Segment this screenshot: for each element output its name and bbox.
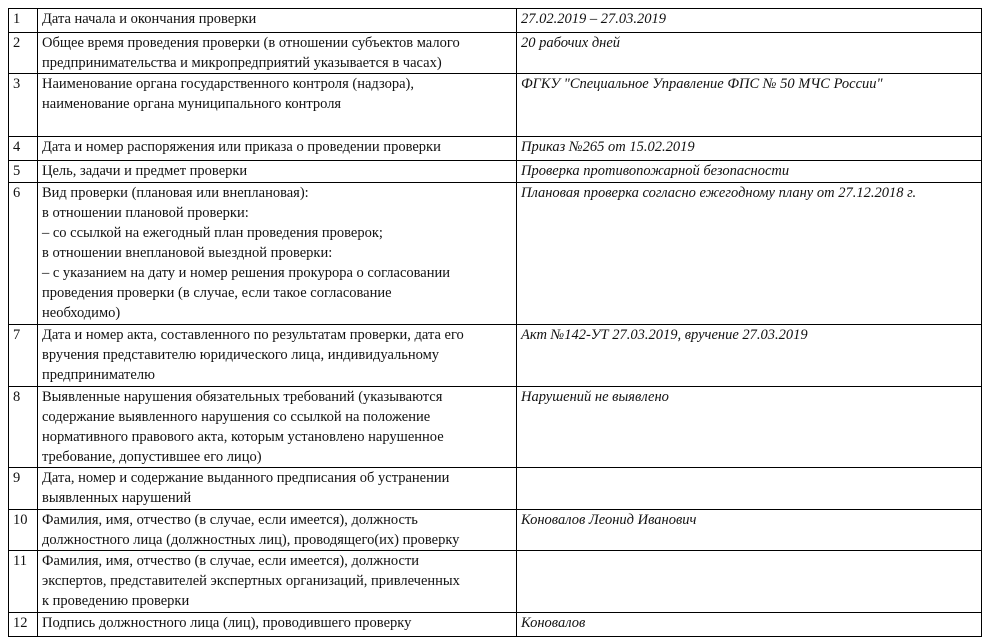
table-row: [9, 137, 982, 161]
row-answer: Коновалов Леонид Иванович: [517, 510, 982, 551]
table-row: [9, 9, 982, 33]
row-answer: 27.02.2019 – 27.03.2019: [517, 9, 982, 33]
row-answer: Приказ №265 от 15.02.2019: [517, 137, 982, 161]
row-number: 2: [9, 33, 38, 74]
table-row: [9, 161, 982, 183]
row-label: Вид проверки (плановая или внеплановая): в отношении плановой проверки: – со ссылкой на ежегодный план проведения проверок; в отношении внеплановой выездной проверки: – с указанием на дату и номер решения прокурора о согласовании проведения проверки (в случае, если такое согласование необходимо): [38, 183, 517, 325]
row-answer: Нарушений не выявлено: [517, 387, 982, 468]
table-row: [9, 325, 982, 387]
row-answer: [517, 468, 982, 510]
row-number: 11: [9, 551, 38, 613]
row-label: Выявленные нарушения обязательных требований (указываются содержание выявленного нарушения со ссылкой на положение нормативного правового акта, которым установлено нарушенное требование, допустившее его лицо): [38, 387, 517, 468]
row-label: Цель, задачи и предмет проверки: [38, 161, 517, 183]
row-number: 4: [9, 137, 38, 161]
row-label: Дата и номер распоряжения или приказа о проведении проверки: [38, 137, 517, 161]
row-number: 8: [9, 387, 38, 468]
row-answer: Плановая проверка согласно ежегодному плану от 27.12.2018 г.: [517, 183, 982, 325]
table-row: [9, 551, 982, 613]
table-row: [9, 74, 982, 137]
table-row: [9, 510, 982, 551]
row-number: 5: [9, 161, 38, 183]
row-answer: Проверка противопожарной безопасности: [517, 161, 982, 183]
row-label: Дата и номер акта, составленного по результатам проверки, дата его вручения представителю юридического лица, индивидуальному предпринимателю: [38, 325, 517, 387]
table-row: [9, 468, 982, 510]
row-label: Дата, номер и содержание выданного предписания об устранении выявленных нарушений: [38, 468, 517, 510]
row-label: Наименование органа государственного контроля (надзора), наименование органа муниципального контроля: [38, 74, 517, 137]
row-number: 1: [9, 9, 38, 33]
row-number: 9: [9, 468, 38, 510]
row-label: Фамилия, имя, отчество (в случае, если имеется), должности экспертов, представителей экспертных организаций, привлеченных к проведению проверки: [38, 551, 517, 613]
table-row: [9, 387, 982, 468]
row-answer: ФГКУ "Специальное Управление ФПС № 50 МЧС России": [517, 74, 982, 137]
row-label: Общее время проведения проверки (в отношении субъектов малого предпринимательства и микропредприятий указывается в часах): [38, 33, 517, 74]
table-row: [9, 183, 982, 325]
row-answer: 20 рабочих дней: [517, 33, 982, 74]
row-label: Дата начала и окончания проверки: [38, 9, 517, 33]
inspection-record-table: [8, 8, 982, 637]
table-row: [9, 33, 982, 74]
table-row: [9, 613, 982, 637]
row-number: 12: [9, 613, 38, 637]
row-answer: Акт №142-УТ 27.03.2019, вручение 27.03.2019: [517, 325, 982, 387]
row-number: 7: [9, 325, 38, 387]
row-label: Фамилия, имя, отчество (в случае, если имеется), должность должностного лица (должностных лиц), проводящего(их) проверку: [38, 510, 517, 551]
row-label: Подпись должностного лица (лиц), проводившего проверку: [38, 613, 517, 637]
row-number: 10: [9, 510, 38, 551]
row-number: 3: [9, 74, 38, 137]
row-answer: [517, 551, 982, 613]
row-number: 6: [9, 183, 38, 325]
signature-answer: Коновалов: [517, 613, 982, 637]
